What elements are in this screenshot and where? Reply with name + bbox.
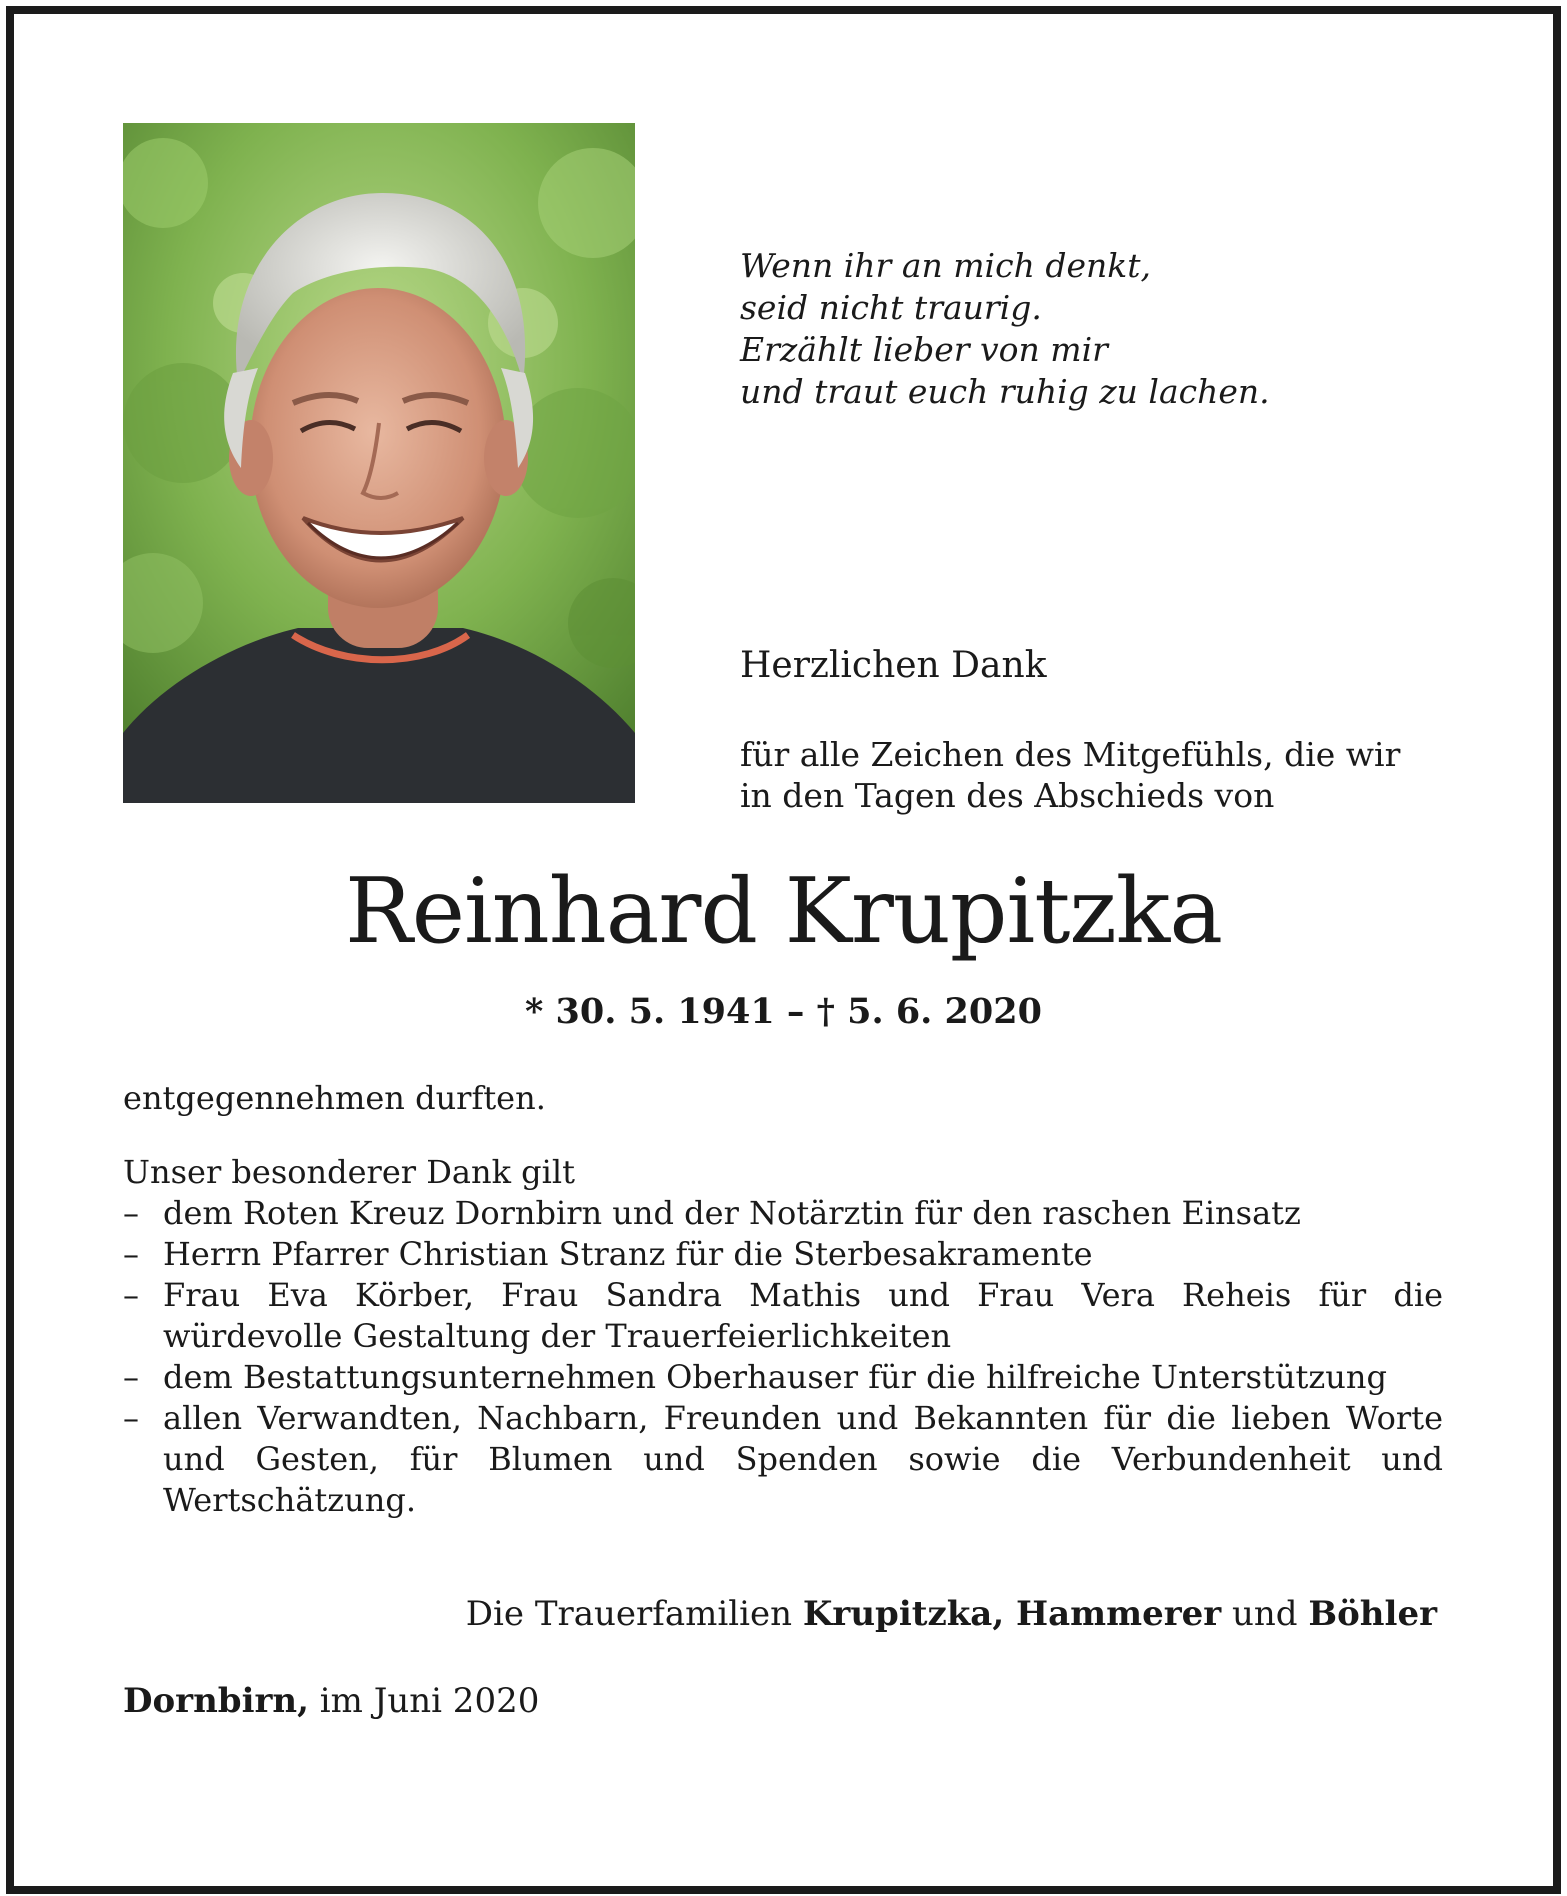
portrait-illustration (123, 123, 635, 803)
poem-line: und traut euch ruhig zu lachen. (740, 372, 1270, 411)
portrait-photo (123, 123, 635, 803)
special-thanks-intro: Unser besonderer Dank gilt (123, 1153, 575, 1191)
poem-quote (740, 245, 1480, 413)
poem-line: seid nicht traurig. (740, 288, 1042, 327)
thanks-line: für alle Zeichen des Mitgefühls, die wir (740, 735, 1401, 774)
signature (466, 1592, 1437, 1636)
place-date (123, 1679, 539, 1723)
list-item: – allen Verwandten, Nachbarn, Freunden und Bekannten für die lieben Worte und Gesten, für Blumen und Spenden sowie die Verbundenheit und Wertschätzung. (123, 1398, 1443, 1521)
signature-connector: und (1232, 1594, 1298, 1634)
thanks-heading: Herzlichen Dank (740, 645, 1047, 686)
date: im Juni 2020 (319, 1681, 540, 1721)
life-dates: * 30. 5. 1941 – † 5. 6. 2020 (525, 991, 1042, 1032)
list-item: – Herrn Pfarrer Christian Stranz für die Sterbesakramente (123, 1234, 1443, 1275)
special-thanks-list (123, 1193, 1443, 1521)
closing-phrase: entgegennehmen durften. (123, 1079, 546, 1117)
thanks-text (740, 734, 1440, 816)
deceased-name: Reinhard Krupitzka (344, 859, 1223, 964)
poem-line: Wenn ihr an mich denkt, (740, 246, 1151, 285)
family-names-2: Böhler (1308, 1594, 1437, 1634)
family-names-1: Krupitzka, Hammerer (802, 1594, 1222, 1634)
place: Dornbirn, (123, 1681, 309, 1721)
list-item: – Frau Eva Körber, Frau Sandra Mathis und Frau Vera Reheis für die würdevolle Gestaltung der Trauerfeierlichkeiten (123, 1275, 1443, 1357)
poem-line: Erzählt lieber von mir (740, 330, 1108, 369)
thanks-line: in den Tagen des Abschieds von (740, 776, 1275, 815)
list-item: – dem Bestattungsunternehmen Oberhauser für die hilfreiche Unterstützung (123, 1357, 1443, 1398)
body-text (123, 1078, 1443, 1521)
list-item: – dem Roten Kreuz Dornbirn und der Notärztin für den raschen Einsatz (123, 1193, 1443, 1234)
signature-prefix: Die Trauerfamilien (465, 1594, 793, 1634)
